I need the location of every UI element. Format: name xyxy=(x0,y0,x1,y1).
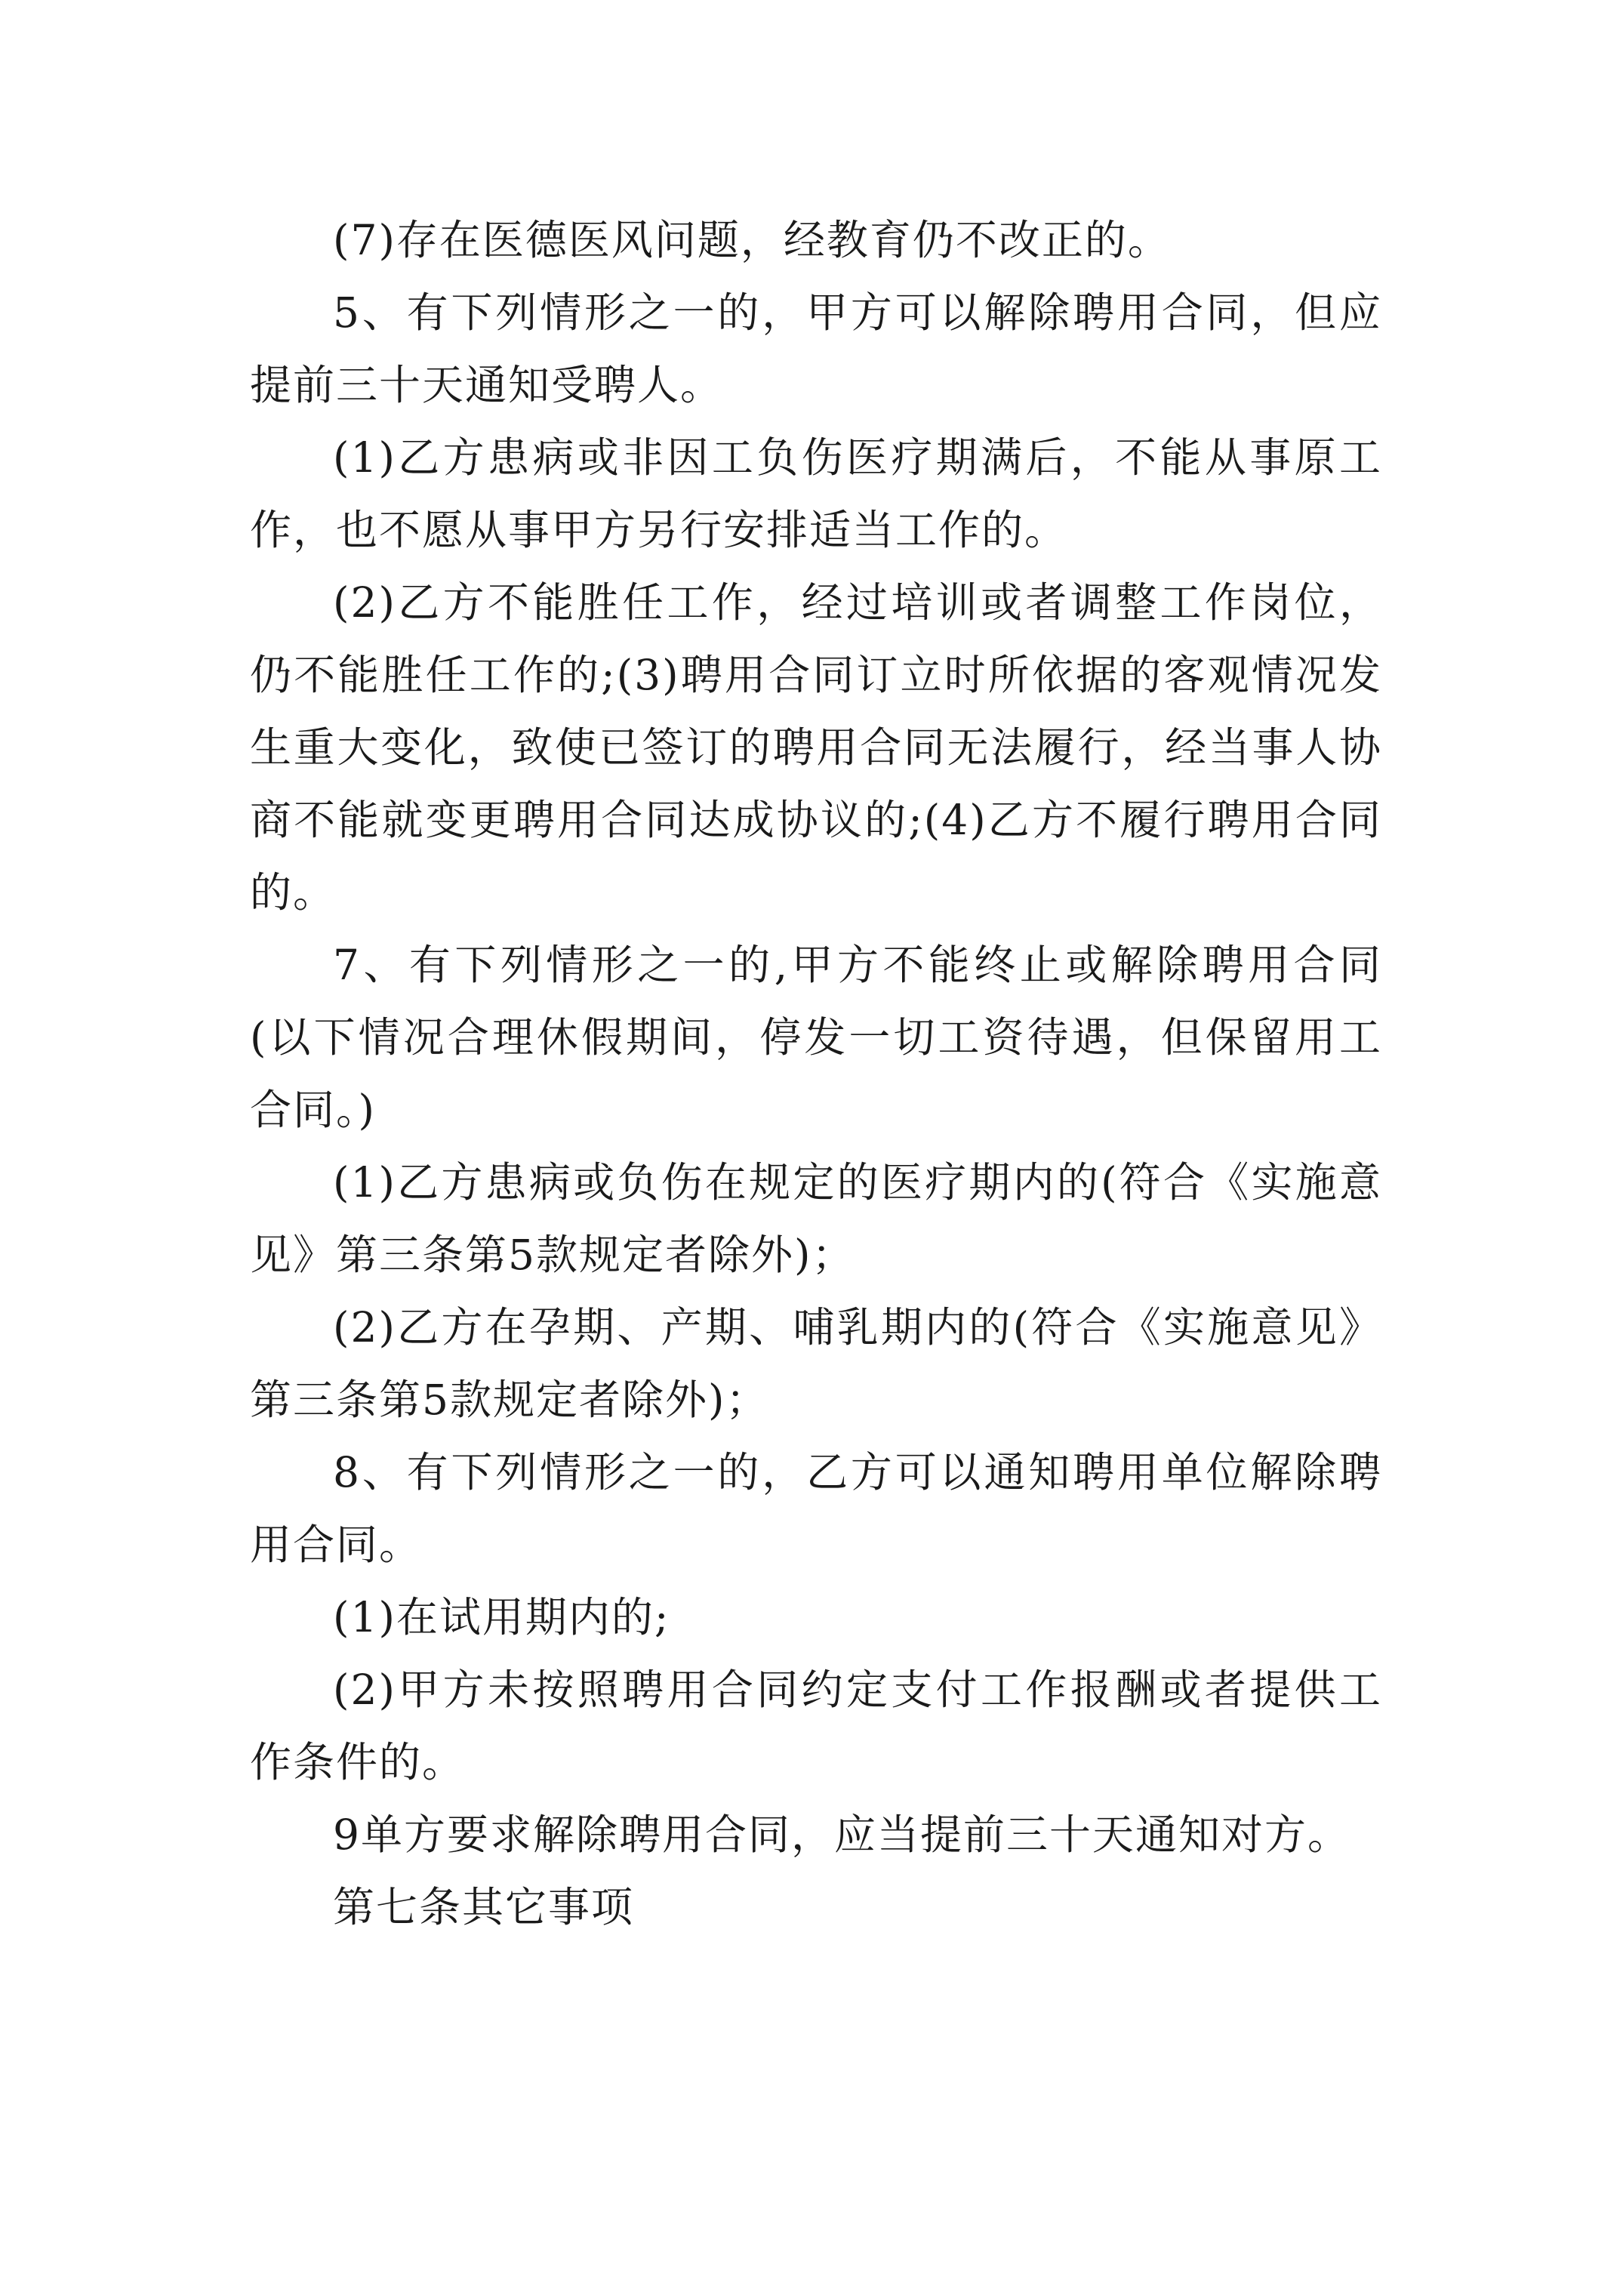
paragraph: (1)乙方患病或非因工负伤医疗期满后，不能从事原工作，也不愿从事甲方另行安排适当工作的。 xyxy=(250,433,1382,554)
paragraph: (1)在试用期内的; xyxy=(333,1593,670,1641)
paragraph: 5、有下列情形之一的，甲方可以解除聘用合同，但应提前三十天通知受聘人。 xyxy=(250,288,1382,409)
paragraph: (2)乙方不能胜任工作，经过培训或者调整工作岗位，仍不能胜任工作的;(3)聘用合同订立时所依据的客观情况发生重大变化，致使已签订的聘用合同无法履行，经当事人协商不能就变更聘用合同达成协议的;(4)乙方不履行聘用合同的。 xyxy=(250,578,1382,917)
document-body xyxy=(250,204,1382,1943)
paragraph: (7)存在医德医风问题，经教育仍不改正的。 xyxy=(333,216,1171,264)
paragraph: 9单方要求解除聘用合同，应当提前三十天通知对方。 xyxy=(333,1811,1350,1859)
paragraph: (2)甲方未按照聘用合同约定支付工作报酬或者提供工作条件的。 xyxy=(250,1666,1382,1786)
paragraph: (1)乙方患病或负伤在规定的医疗期内的(符合《实施意见》第三条第5款规定者除外)； xyxy=(250,1158,1382,1279)
section-heading: 第七条其它事项 xyxy=(333,1883,635,1931)
paragraph: (2)乙方在孕期、产期、哺乳期内的(符合《实施意见》第三条第5款规定者除外)； xyxy=(250,1303,1382,1424)
paragraph: 7、有下列情形之一的,甲方不能终止或解除聘用合同(以下情况合理休假期间，停发一切工资待遇，但保留用工合同。) xyxy=(250,941,1382,1134)
paragraph: 8、有下列情形之一的，乙方可以通知聘用单位解除聘用合同。 xyxy=(250,1448,1382,1569)
